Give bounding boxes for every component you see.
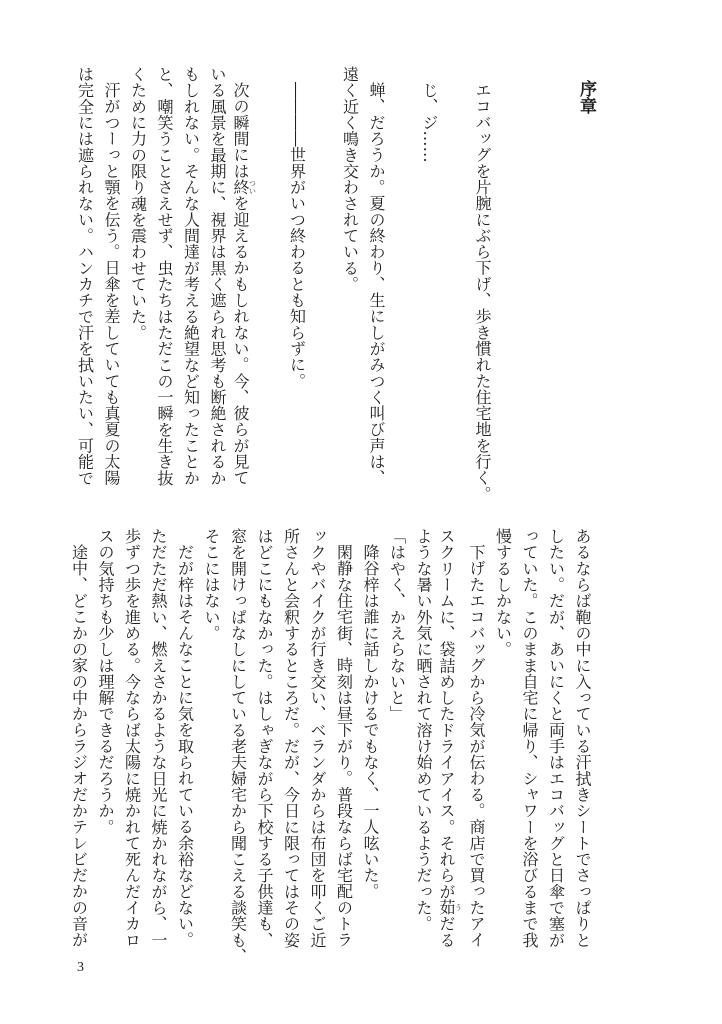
top-text-block bbox=[71, 66, 495, 506]
bottom-text-block bbox=[65, 528, 595, 968]
text-line: ような暑い外気に晒されて溶け始めているようだった。 bbox=[414, 528, 433, 932]
ruby-base: 茹 bbox=[437, 899, 456, 916]
text-line: 途中、どこかの家の中からラジオだかテレビだかの音が bbox=[69, 544, 89, 948]
text-line: 所さんと会釈するところだ。だが、今日に限ってはその姿 bbox=[281, 528, 301, 948]
text-line: 下げたエコバッグから冷気が伝わる。商店で買ったアイ bbox=[467, 544, 486, 948]
text-line bbox=[436, 528, 463, 968]
text-line: くために力の限り魂を震わせていた。 bbox=[128, 66, 148, 341]
text-line: いる風景を最期に、視界は黒く遮られ思考も断絶されるか bbox=[208, 66, 227, 486]
text-line: 閑静な住宅街、時刻は昼下がり。普段ならば宅配のトラ bbox=[334, 544, 354, 948]
chapter-title: 序章 bbox=[576, 80, 596, 114]
blank-line bbox=[389, 66, 416, 506]
text-line: エコバッグを片腕にぶら下げ、歩き慣れた住宅地を行く。 bbox=[473, 82, 492, 502]
text-segment: だる bbox=[437, 915, 456, 948]
text-line: 遠く近く鳴き交わされている。 bbox=[340, 66, 360, 293]
text-line: だが梓はそんなことに気を取られている余裕などない。 bbox=[175, 544, 195, 948]
ruby-reading: う bbox=[454, 899, 463, 916]
text-line: と、嘲笑うことさえせず、虫たちはただこの一瞬を生き抜 bbox=[155, 66, 174, 486]
text-line: 降谷梓は誰に話しかけるでもなく、一人呟いた。 bbox=[361, 544, 380, 900]
blank-line bbox=[442, 66, 469, 506]
page-number: 3 bbox=[77, 960, 84, 975]
text-line: ックやバイクが行き交い、ベランダからは布団を叩くご近 bbox=[308, 528, 327, 948]
text-line: ――――世界がいつ終わるとも知らずに。 bbox=[287, 82, 307, 389]
text-line: 歩ずつ歩を進める。今ならば太陽に焼かれて死んだイカロ bbox=[122, 528, 142, 948]
ruby-reading: つい bbox=[248, 178, 257, 196]
text-line: 窓を開けっぱなしにしている老夫婦宅から聞こえる談笑も、 bbox=[228, 528, 248, 965]
text-line: スの気持ちも少しは理解できるだろうか。 bbox=[96, 528, 115, 835]
text-line: あるならば鞄の中に入っている汗拭きシートでさっぱりと bbox=[573, 528, 592, 948]
text-line: 慢するしかない。 bbox=[493, 528, 513, 658]
blank-line bbox=[310, 66, 337, 506]
dialogue-line: 「はやく、かえらないと」 bbox=[387, 528, 407, 722]
text-line: ただただ熱い、燃えさかるような日光に焼かれながら、一 bbox=[149, 528, 168, 948]
text-line: そこにはない。 bbox=[202, 528, 221, 642]
text-line: じ、ジ…… bbox=[420, 82, 439, 163]
text-line: 蝉、だろうか。夏の終わり、生にしがみつく叫び声は、 bbox=[367, 82, 386, 486]
text-segment: 次の瞬間には bbox=[231, 82, 250, 179]
text-line: っていた。このまま自宅に帰り、シャワーを浴びるまで我 bbox=[520, 528, 539, 948]
ruby-word bbox=[231, 178, 257, 196]
text-line: はどこにもなかった。はしゃぎながら下校する子供達も、 bbox=[255, 528, 274, 948]
text-line: もしれない。そんな人間達が考える絶望など知ったことか bbox=[181, 66, 201, 486]
text-line: したい。だが、あいにくと両手はエコバッグと日傘で塞が bbox=[546, 528, 566, 948]
text-line: は完全には遮られない。ハンカチで汗を拭いたい、可能で bbox=[75, 66, 95, 486]
text-segment: を迎えるかもしれない。今、彼らが見て bbox=[231, 195, 250, 486]
text-line: 汗がつーっと顎を伝う。日傘を差していても真夏の太陽 bbox=[102, 82, 121, 486]
blank-line bbox=[257, 66, 284, 506]
ruby-base: 終 bbox=[231, 178, 250, 196]
text-segment: スクリームに、袋詰めしたドライアイス。それらが bbox=[437, 528, 456, 900]
text-line bbox=[230, 66, 257, 506]
ruby-word bbox=[437, 899, 463, 916]
